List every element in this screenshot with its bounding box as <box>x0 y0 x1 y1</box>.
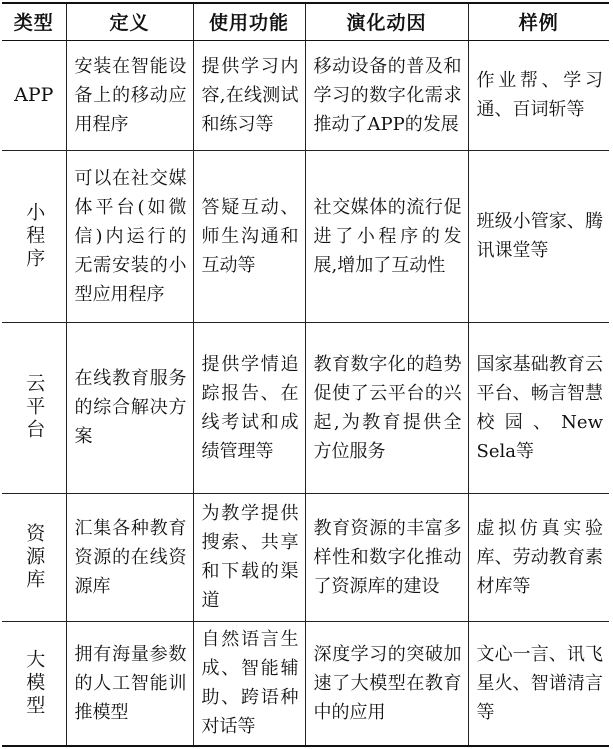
cell-type: APP <box>2 40 66 150</box>
table-row <box>2 322 609 493</box>
cell-examples: 文心一言、讯飞星火、智谱清言等 <box>468 621 609 746</box>
cell-function: 自然语言生成、智能辅助、跨语种对话等 <box>193 621 305 746</box>
header-examples: 样例 <box>468 3 609 40</box>
header-row <box>2 3 609 40</box>
comparison-table <box>2 2 609 747</box>
cell-driver: 社交媒体的流行促进了小程序的发展,增加了互动性 <box>305 150 468 322</box>
table-row <box>2 621 609 746</box>
header-definition: 定义 <box>66 3 193 40</box>
header-driver: 演化动因 <box>305 3 468 40</box>
header-type: 类型 <box>2 3 66 40</box>
cell-type: 云平台 <box>2 322 66 493</box>
cell-driver: 深度学习的突破加速了大模型在教育中的应用 <box>305 621 468 746</box>
cell-type: 大模型 <box>2 621 66 746</box>
cell-type: 资源库 <box>2 493 66 621</box>
cell-examples: 作业帮、学习通、百词斩等 <box>468 40 609 150</box>
table-row <box>2 493 609 621</box>
cell-examples: 虚拟仿真实验库、劳动教育素材库等 <box>468 493 609 621</box>
cell-examples: 班级小管家、腾讯课堂等 <box>468 150 609 322</box>
cell-function: 提供学习内容,在线测试和练习等 <box>193 40 305 150</box>
cell-type: 小程序 <box>2 150 66 322</box>
table-row <box>2 150 609 322</box>
cell-function: 提供学情追踪报告、在线考试和成绩管理等 <box>193 322 305 493</box>
table-row <box>2 40 609 150</box>
table-container <box>2 2 609 745</box>
cell-definition: 拥有海量参数的人工智能训推模型 <box>66 621 193 746</box>
cell-definition: 安装在智能设备上的移动应用程序 <box>66 40 193 150</box>
cell-driver: 教育资源的丰富多样性和数字化推动了资源库的建设 <box>305 493 468 621</box>
header-function: 使用功能 <box>193 3 305 40</box>
cell-definition: 在线教育服务的综合解决方案 <box>66 322 193 493</box>
cell-driver: 移动设备的普及和学习的数字化需求推动了APP的发展 <box>305 40 468 150</box>
cell-examples: 国家基础教育云平台、畅言智慧校园、New Sela等 <box>468 322 609 493</box>
cell-definition: 可以在社交媒体平台(如微信)内运行的无需安装的小型应用程序 <box>66 150 193 322</box>
cell-driver: 教育数字化的趋势促使了云平台的兴起,为教育提供全方位服务 <box>305 322 468 493</box>
cell-definition: 汇集各种教育资源的在线资源库 <box>66 493 193 621</box>
cell-function: 答疑互动、师生沟通和互动等 <box>193 150 305 322</box>
cell-function: 为教学提供搜索、共享和下载的渠道 <box>193 493 305 621</box>
